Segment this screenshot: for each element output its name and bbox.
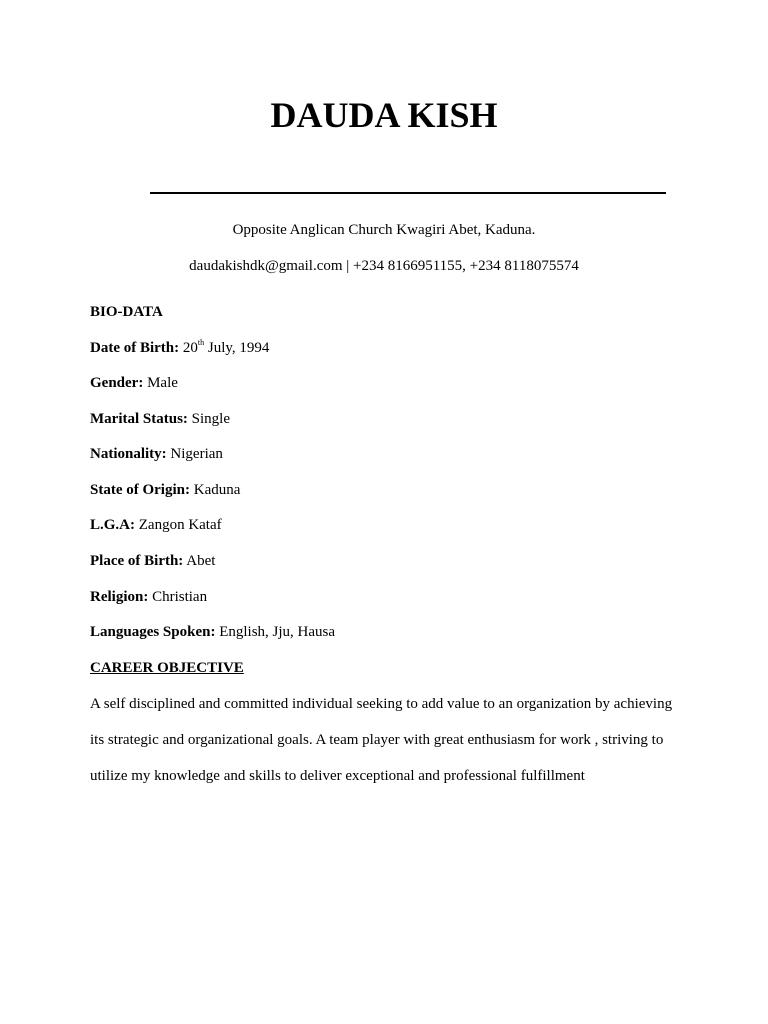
- gender-label: Gender:: [90, 375, 144, 391]
- gender-row: [90, 373, 178, 393]
- origin-label: State of Origin:: [90, 482, 190, 498]
- career-heading: [90, 658, 244, 678]
- languages-row: [90, 622, 335, 642]
- candidate-name: DAUDA KISH: [270, 95, 498, 135]
- nationality-label: Nationality:: [90, 446, 167, 462]
- career-line-2: its strategic and organizational goals. A team player with great enthusiasm for work , striving to: [90, 732, 664, 748]
- origin-row: [90, 480, 240, 500]
- religion-row: [90, 587, 207, 607]
- lga-row: [90, 515, 222, 535]
- pob-value: Abet: [186, 553, 216, 569]
- nationality-value: Nigerian: [170, 446, 223, 462]
- marital-value: Single: [191, 411, 230, 427]
- header-divider: [150, 192, 666, 194]
- biodata-heading-text: BIO-DATA: [90, 304, 163, 320]
- lga-value: Zangon Kataf: [138, 517, 222, 533]
- origin-value: Kaduna: [193, 482, 241, 498]
- dob-row: [90, 338, 269, 358]
- pob-row: [90, 551, 215, 571]
- career-line-1: A self disciplined and committed individual seeking to add value to an organization by achieving: [90, 696, 673, 712]
- career-line-3: utilize my knowledge and skills to deliver exceptional and professional fulfillment: [90, 768, 585, 784]
- religion-label: Religion:: [90, 589, 149, 605]
- nationality-row: [90, 444, 223, 464]
- languages-value: English, Jju, Hausa: [219, 624, 336, 640]
- address-line: Opposite Anglican Church Kwagiri Abet, Kaduna.: [232, 222, 536, 238]
- languages-label: Languages Spoken:: [90, 624, 216, 640]
- marital-label: Marital Status:: [90, 411, 188, 427]
- dob-suffix: th: [197, 338, 205, 347]
- religion-value: Christian: [152, 589, 208, 605]
- biodata-heading: [90, 302, 163, 322]
- dob-day: 20: [182, 340, 198, 356]
- gender-value: Male: [147, 375, 178, 391]
- pob-label: Place of Birth:: [90, 553, 184, 569]
- contact-line: daudakishdk@gmail.com | +234 8166951155, +234 8118075574: [189, 258, 579, 274]
- marital-row: [90, 409, 230, 429]
- dob-rest: July, 1994: [207, 340, 270, 356]
- lga-label: L.G.A:: [90, 517, 135, 533]
- dob-label: Date of Birth:: [90, 340, 180, 356]
- career-heading-text: CAREER OBJECTIVE: [90, 660, 244, 676]
